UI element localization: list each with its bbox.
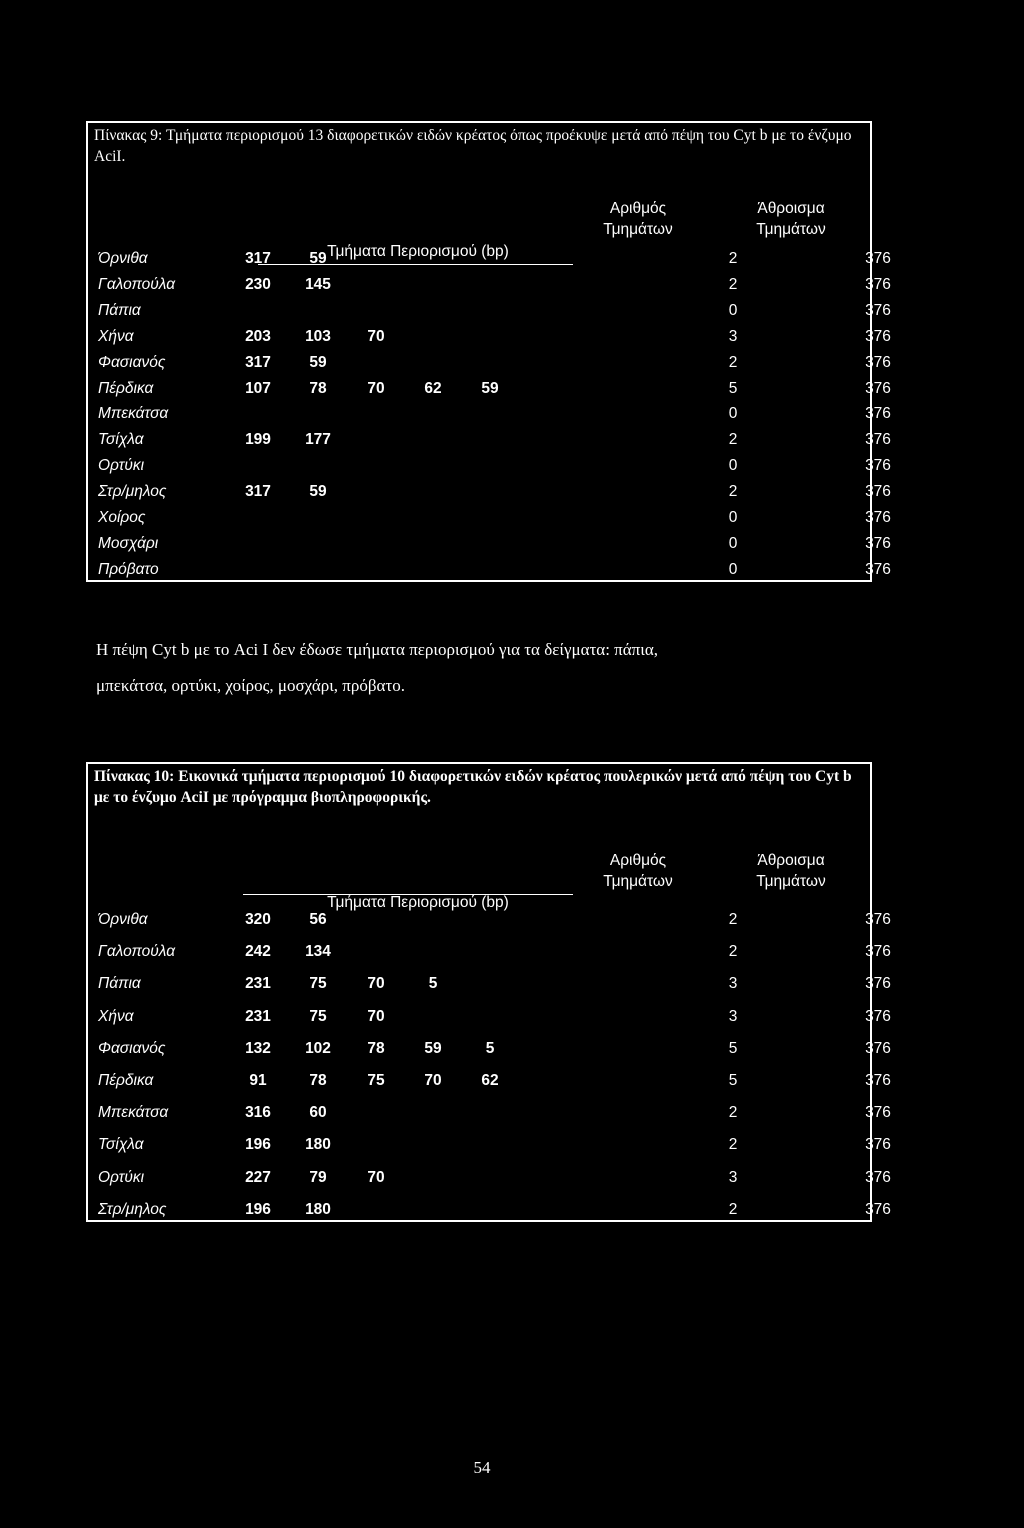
- row-fragment-size: 62: [424, 379, 442, 397]
- row-fragment-count: 2: [728, 943, 738, 961]
- table-row: [88, 507, 891, 529]
- table-row: [88, 248, 891, 270]
- row-fragment-sum: 376: [865, 353, 891, 371]
- row-fragment-sum: 376: [865, 483, 891, 501]
- row-species-name: Πάπια: [98, 975, 141, 993]
- row-fragment-sum: 376: [865, 379, 891, 397]
- row-fragment-count: 0: [728, 457, 738, 475]
- row-species-name: Πέρδικα: [98, 379, 154, 397]
- table-row: [88, 1167, 891, 1189]
- table-row: [88, 455, 891, 477]
- row-fragment-count: 2: [728, 483, 738, 501]
- row-fragment-size: 231: [245, 1007, 271, 1025]
- row-fragment-size: 70: [367, 1168, 385, 1186]
- row-fragment-sum: 376: [865, 327, 891, 345]
- row-fragment-count: 5: [728, 1039, 738, 1057]
- row-species-name: Τσίχλα: [98, 1136, 144, 1154]
- row-fragment-size: 78: [309, 1072, 327, 1089]
- row-species-name: Στρ/μηλος: [98, 483, 167, 501]
- row-fragment-count: 0: [728, 405, 738, 423]
- row-fragment-size: 320: [245, 911, 271, 928]
- row-fragment-size: 91: [249, 1072, 267, 1089]
- row-fragment-sum: 376: [865, 431, 891, 449]
- row-fragment-count: 5: [728, 379, 738, 397]
- row-species-name: Πρόβατο: [98, 560, 159, 578]
- row-fragment-sum: 376: [865, 534, 891, 552]
- row-fragment-size: 102: [305, 1039, 331, 1057]
- table-10-caption: Πίνακας 10: Εικονικά τμήματα περιορισμού 10 διαφορετικών ειδών κρέατος πουλερικών μετά από πέψη του Cyt b με το ένζυμο AciI με πρόγραμμα βιοπληροφορικής.: [94, 768, 852, 806]
- row-fragment-size: 59: [424, 1039, 442, 1057]
- table-9: [86, 121, 891, 582]
- row-fragment-size: 56: [309, 911, 327, 928]
- row-fragment-size: 203: [245, 327, 271, 345]
- row-fragment-sum: 376: [865, 250, 891, 267]
- row-fragment-sum: 376: [865, 560, 891, 578]
- row-fragment-sum: 376: [865, 1136, 891, 1154]
- row-fragment-count: 2: [728, 1136, 738, 1154]
- table-9-bottom-underline: [98, 581, 198, 582]
- row-fragment-size: 316: [245, 1104, 271, 1122]
- table-9-header-count: Αριθμός Τμημάτων: [603, 200, 673, 238]
- row-fragment-count: 3: [728, 1007, 738, 1025]
- row-fragment-size: 196: [245, 1200, 271, 1218]
- table-row: [88, 481, 891, 503]
- row-fragment-count: 0: [728, 534, 738, 552]
- row-fragment-count: 0: [728, 560, 738, 578]
- row-species-name: Μπεκάτσα: [98, 1104, 169, 1122]
- row-fragment-size: 134: [305, 943, 331, 961]
- row-fragment-sum: 376: [865, 943, 891, 961]
- row-fragment-size: 79: [309, 1168, 327, 1186]
- table-row: [88, 1134, 891, 1156]
- table-row: [88, 1038, 891, 1060]
- row-fragment-sum: 376: [865, 1104, 891, 1122]
- row-species-name: Μοσχάρι: [98, 534, 159, 552]
- table-row: [88, 378, 891, 400]
- row-fragment-sum: 376: [865, 1168, 891, 1186]
- row-fragment-size: 231: [245, 975, 271, 993]
- row-fragment-size: 177: [305, 431, 331, 449]
- row-fragment-count: 2: [728, 250, 738, 267]
- row-species-name: Φασιανός: [98, 353, 166, 371]
- table-row: [88, 300, 891, 322]
- row-species-name: Ορτύκι: [98, 457, 145, 475]
- row-fragment-size: 317: [245, 250, 271, 267]
- page-number: 54: [473, 1458, 491, 1477]
- row-fragment-size: 317: [245, 353, 271, 371]
- table-row: [88, 533, 891, 555]
- paragraph-line-2: μπεκάτσα, ορτύκι, χοίρος, μοσχάρι, πρόβατο.: [96, 676, 406, 695]
- row-species-name: Μπεκάτσα: [98, 405, 169, 423]
- row-fragment-size: 60: [309, 1104, 327, 1122]
- row-species-name: Τσίχλα: [98, 431, 144, 449]
- table-row: [88, 1199, 891, 1221]
- row-fragment-sum: 376: [865, 457, 891, 475]
- row-fragment-sum: 376: [865, 275, 891, 293]
- row-fragment-count: 3: [728, 1168, 738, 1186]
- row-fragment-sum: 376: [865, 1039, 891, 1057]
- row-fragment-size: 75: [309, 1007, 327, 1025]
- row-species-name: Χήνα: [98, 1007, 134, 1025]
- row-species-name: Πάπια: [98, 301, 141, 319]
- row-species-name: Όρνιθα: [98, 911, 148, 928]
- row-fragment-sum: 376: [865, 1072, 891, 1089]
- row-fragment-size: 242: [245, 943, 271, 961]
- row-fragment-size: 75: [309, 975, 327, 993]
- row-fragment-count: 5: [728, 1072, 738, 1089]
- table-row: [88, 403, 891, 425]
- row-fragment-sum: 376: [865, 1007, 891, 1025]
- row-fragment-size: 180: [305, 1136, 331, 1154]
- table-row: [88, 1006, 891, 1028]
- row-fragment-size: 59: [309, 250, 327, 267]
- row-fragment-size: 78: [309, 379, 327, 397]
- row-fragment-size: 70: [367, 1007, 385, 1025]
- row-fragment-sum: 376: [865, 1200, 891, 1218]
- row-fragment-size: 196: [245, 1136, 271, 1154]
- row-fragment-sum: 376: [865, 509, 891, 526]
- table-row: [88, 274, 891, 296]
- row-fragment-size: 199: [245, 431, 271, 449]
- row-fragment-count: 2: [728, 275, 738, 293]
- row-fragment-size: 230: [245, 275, 271, 293]
- row-fragment-count: 0: [728, 301, 738, 319]
- row-fragment-count: 2: [728, 911, 738, 928]
- table-10-header-fragments: Τμήματα Περιορισμού (bp): [327, 894, 509, 911]
- row-fragment-size: 70: [367, 327, 385, 345]
- row-fragment-size: 145: [305, 275, 331, 293]
- table-row: [88, 941, 891, 963]
- row-fragment-count: 2: [728, 1104, 738, 1122]
- row-fragment-size: 70: [367, 379, 385, 397]
- row-species-name: Γαλοπούλα: [98, 275, 176, 293]
- row-species-name: Χήνα: [98, 327, 134, 345]
- table-10-bottom-underline: [98, 1220, 198, 1221]
- table-row: [88, 429, 891, 451]
- row-fragment-size: 59: [309, 483, 327, 501]
- row-fragment-size: 78: [367, 1039, 385, 1057]
- table-10-header-underline: [243, 894, 573, 895]
- row-fragment-count: 3: [728, 975, 738, 993]
- row-species-name: Φασιανός: [98, 1039, 166, 1057]
- row-fragment-count: 3: [728, 327, 738, 345]
- table-9-caption: Πίνακας 9: Τμήματα περιορισμού 13 διαφορετικών ειδών κρέατος όπως προέκυψε μετά από πέψη του Cyt b με το ένζυμο AciI.: [94, 127, 852, 165]
- row-fragment-size: 103: [305, 327, 331, 345]
- table-row: [88, 1070, 891, 1092]
- row-fragment-size: 59: [309, 353, 327, 371]
- row-fragment-count: 0: [728, 509, 738, 526]
- row-species-name: Χοίρος: [98, 509, 146, 526]
- row-fragment-count: 2: [728, 431, 738, 449]
- row-fragment-size: 5: [428, 975, 438, 993]
- row-fragment-count: 2: [728, 353, 738, 371]
- row-fragment-size: 107: [245, 379, 271, 397]
- row-fragment-size: 70: [424, 1072, 442, 1089]
- row-species-name: Όρνιθα: [98, 250, 148, 267]
- row-fragment-size: 75: [367, 1072, 385, 1089]
- row-fragment-size: 180: [305, 1200, 331, 1218]
- row-fragment-size: 70: [367, 975, 385, 993]
- table-row: [88, 973, 891, 995]
- table-10-header-count: Αριθμός Τμημάτων: [603, 852, 673, 890]
- row-fragment-sum: 376: [865, 911, 891, 928]
- table-row: [88, 352, 891, 374]
- table-10-header-sum: Άθροισμα Τμημάτων: [756, 852, 826, 890]
- row-species-name: Πέρδικα: [98, 1072, 154, 1089]
- row-species-name: Γαλοπούλα: [98, 943, 176, 961]
- row-fragment-size: 5: [485, 1039, 495, 1057]
- row-fragment-sum: 376: [865, 301, 891, 319]
- row-fragment-size: 59: [481, 379, 499, 397]
- paragraph-line-1: Η πέψη Cyt b με το Aci I δεν έδωσε τμήματα περιορισμού για τα δείγματα: πάπια,: [96, 640, 658, 659]
- table-9-header-sum: Άθροισμα Τμημάτων: [756, 200, 826, 238]
- table-9-header-fragments: Τμήματα Περιορισμού (bp): [327, 243, 509, 260]
- row-fragment-sum: 376: [865, 405, 891, 423]
- row-species-name: Ορτύκι: [98, 1168, 145, 1186]
- table-row: [88, 1102, 891, 1124]
- row-fragment-count: 2: [728, 1200, 738, 1218]
- row-fragment-size: 62: [481, 1072, 499, 1089]
- table-row: [88, 909, 891, 931]
- table-10: [86, 762, 891, 1222]
- row-fragment-size: 227: [245, 1168, 271, 1186]
- paragraph: [96, 632, 896, 704]
- table-row: [88, 559, 891, 581]
- row-fragment-size: 132: [245, 1039, 271, 1057]
- row-fragment-size: 317: [245, 483, 271, 501]
- table-row: [88, 326, 891, 348]
- row-fragment-sum: 376: [865, 975, 891, 993]
- row-species-name: Στρ/μηλος: [98, 1200, 167, 1218]
